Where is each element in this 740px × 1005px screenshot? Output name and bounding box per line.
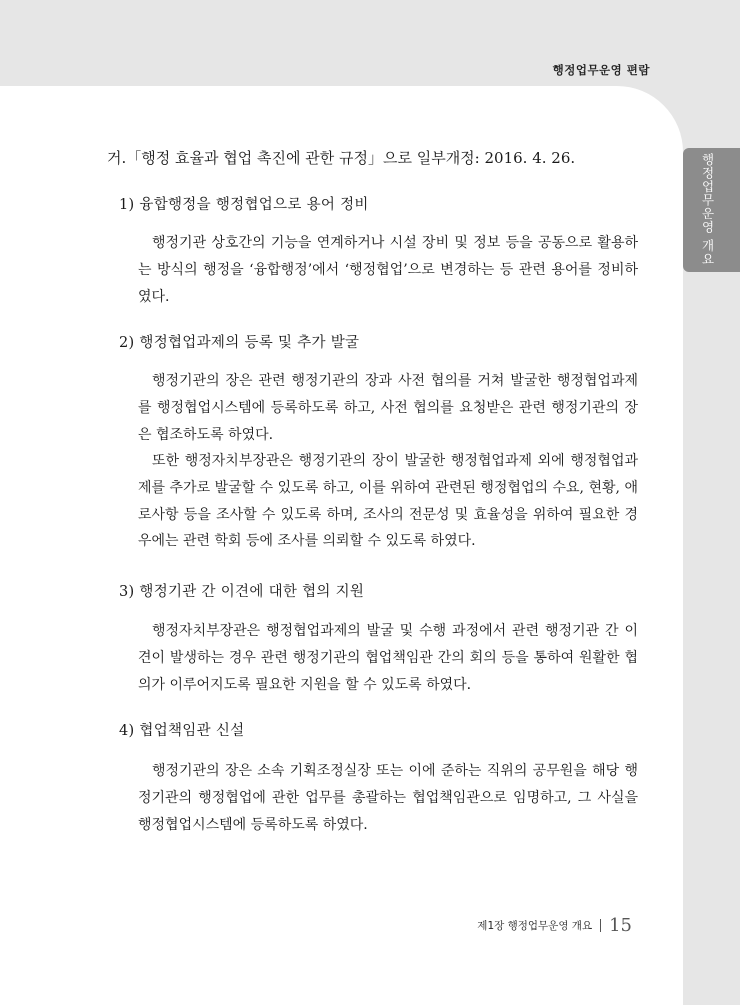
page-number: 15 (609, 915, 632, 936)
paragraph-2-1: 행정기관의 장은 관련 행정기관의 장과 사전 협의를 거쳐 발굴한 행정협업과제를 행정협업시스템에 등록하도록 하고, 사전 협의를 요청받은 관련 행정기관의 장은 협조하도록 하였다. (138, 373, 638, 443)
page-footer (477, 915, 632, 936)
section-title: 거.「행정 효율과 협업 촉진에 관한 규정」으로 일부개정: 2016. 4. 26. (107, 149, 576, 167)
subsection-heading-2: 2) 행정협업과제의 등록 및 추가 발굴 (119, 335, 360, 351)
paragraph-3-1: 행정자치부장관은 행정협업과제의 발굴 및 수행 과정에서 관련 행정기관 간 이견이 발생하는 경우 관련 행정기관의 협업책임관 간의 회의 등을 통하여 원활한 협의가 이루어지도록 필요한 지원을 할 수 있도록 하였다. (138, 623, 638, 693)
paragraph-2-2: 또한 행정자치부장관은 행정기관의 장이 발굴한 행정협업과제 외에 행정협업과제를 추가로 발굴할 수 있도록 하고, 이를 위하여 관련된 행정협업의 수요, 현황, 애로사항 등을 조사할 수 있도록 하며, 조사의 전문성 및 효율성을 위하여 필요한 경우에는 관련 학회 등에 조사를 의뢰할 수 있도록 하였다. (138, 453, 638, 550)
subsection-heading-4: 4) 협업책임관 신설 (119, 723, 245, 739)
footer-divider (600, 919, 601, 932)
paragraph-4-1: 행정기관의 장은 소속 기획조정실장 또는 이에 준하는 직위의 공무원을 해당 행정기관의 행정협업에 관한 업무를 총괄하는 협업책임관으로 임명하고, 그 사실을 행정협업시스템에 등록하도록 하였다. (138, 763, 638, 833)
paragraph-1-1: 행정기관 상호간의 기능을 연계하거나 시설 장비 및 정보 등을 공동으로 활용하는 방식의 행정을 ‘융합행정’에서 ‘행정협업’으로 변경하는 등 관련 용어를 정비하였다. (138, 235, 638, 305)
running-header-title: 행정업무운영 편람 (552, 63, 650, 77)
footer-chapter-label: 제1장 행정업무운영 개요 (477, 920, 593, 932)
side-tab-label: 행정업무운영 개요 (700, 153, 715, 266)
subsection-heading-1: 1) 융합행정을 행정협업으로 용어 정비 (119, 197, 369, 213)
subsection-heading-3: 3) 행정기관 간 이견에 대한 협의 지원 (119, 584, 365, 600)
